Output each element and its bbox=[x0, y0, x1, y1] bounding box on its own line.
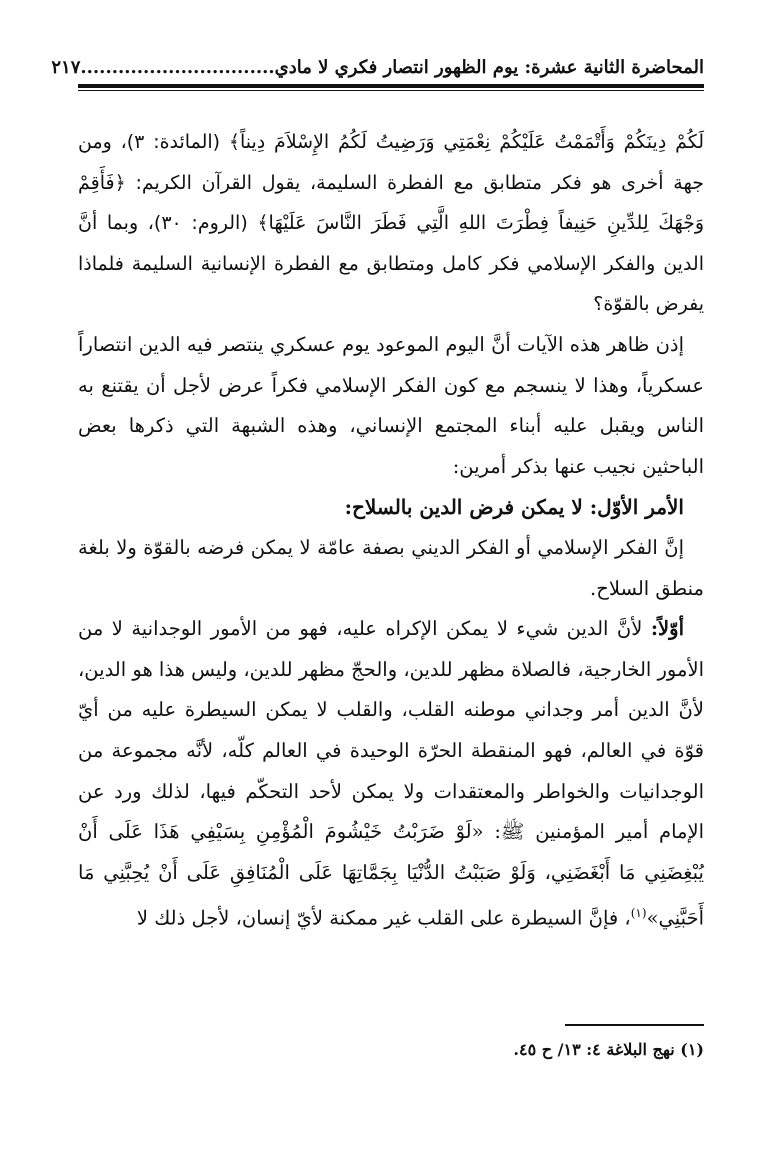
paragraph-3: إنَّ الفكر الإسلامي أو الفكر الديني بصفة عامّة لا يمكن فرضه بالقوّة ولا بلغة منطق السلاح. bbox=[78, 535, 704, 600]
header-rule-thin bbox=[78, 90, 704, 91]
paragraph-4-text: لأنَّ الدين شيء لا يمكن الإكراه عليه، فهو من الأمور الوجدانية لا من الأمور الخارجية، فالصلاة مظهر للدين، والحجّ مظهر للدين، وليس هذا هو الدين، لأنَّ الدين أمر وجداني موطنه القلب، والقلب لا يمكن السيطرة عليه من أيّ قوّة في العالم، فهو المنقطة الحرّة الوحيدة في العالم كلّه، لأنَّه مجموعة من الوجدانيات والخواطر والمعتقدات ولا يمكن لأحد التحكّم فيها، لذلك ورد عن الإمام أمير المؤمنين ﷺ: bbox=[78, 617, 705, 844]
paragraph-4 bbox=[78, 609, 704, 939]
footnote-ref: (١) bbox=[630, 906, 647, 921]
paragraph-4-tail: ، فإنَّ السيطرة على القلب غير ممكنة لأيّ إنسان، لأجل ذلك لا bbox=[136, 906, 631, 930]
firstly-label: أوّلاً: bbox=[650, 617, 684, 641]
leader-dots: ............................... bbox=[80, 57, 275, 78]
footnote: (١) نهج البلاغة ٤: ١٣/ ح ٤٥. bbox=[513, 1040, 704, 1059]
page-number: ٢١٧ bbox=[51, 57, 81, 78]
footnote-rule bbox=[565, 1024, 704, 1026]
paragraph-2: إذن ظاهر هذه الآيات أنَّ اليوم الموعود يوم عسكري ينتصر فيه الدين انتصاراً عسكرياً، وهذا لا ينسجم مع كون الفكر الإسلامي فكراً عرض لأجل أن يقتنع به الناس ويقبل عليه أبناء المجتمع الإنساني، وهذه الشبهة التي ذكرها بعض الباحثين نجيب عنها بذكر أمرين: bbox=[78, 332, 704, 478]
header-rule-thick bbox=[78, 84, 704, 88]
section-heading: الأمر الأوّل: لا يمكن فرض الدين بالسلاح: bbox=[344, 495, 684, 520]
page-number-block bbox=[51, 57, 274, 78]
paragraph-1: لَكُمْ دِينَكُمْ وَأَتْمَمْتُ عَلَيْكُمْ نِعْمَتِي وَرَضِيتُ لَكُمُ الإِسْلاَمَ دِيناً﴾ (المائدة: ٣)، ومن جهة أخرى هو فكر متطابق مع الفطرة السليمة، يقول القرآن الكريم: ﴿فَأَقِمْ وَجْهَكَ لِلدِّينِ حَنِيفاً فِطْرَتَ اللهِ الَّتِي فَطَرَ النَّاسَ عَلَيْهَا﴾ (الروم: ٣٠)، وبما أنَّ الدين والفكر الإسلامي فكر كامل ومتطابق مع الفطرة الإنسانية السليمة فلماذا يفرض بالقوّة؟ bbox=[78, 131, 705, 316]
hadith-quote: «لَوْ ضَرَبْتُ خَيْشُومَ الْمُؤْمِنِ بِسَيْفِي هَذَا عَلَى أَنْ يُبْغِضَنِي مَا أَبْغَضَنِي، وَلَوْ صَبَبْتُ الدُّنْيَا بِجَمَّاتِهَا عَلَى الْمُنَافِقِ عَلَى أَنْ يُحِبَّنِي مَا أَحَبَّنِي» bbox=[78, 820, 704, 930]
page-body bbox=[78, 122, 704, 939]
chapter-title: المحاضرة الثانية عشرة: يوم الظهور انتصار فكري لا مادي bbox=[274, 57, 704, 78]
running-header bbox=[51, 38, 704, 78]
